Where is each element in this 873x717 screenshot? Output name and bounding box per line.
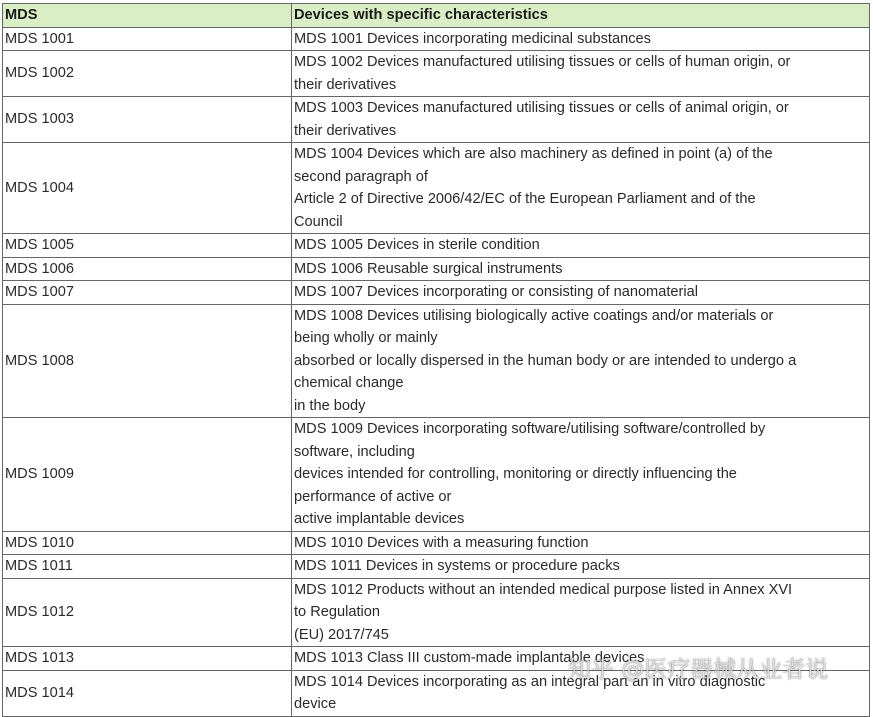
- description-line: MDS 1011 Devices in systems or procedure packs: [294, 558, 620, 574]
- description-line: in the body: [294, 397, 366, 414]
- description-line: Council: [294, 213, 343, 230]
- table-body: [3, 27, 870, 716]
- header-row: [3, 4, 870, 28]
- description-line: being wholly or mainly: [294, 330, 438, 346]
- device-description-cell: [292, 281, 870, 305]
- mds-code-cell: MDS 1006: [3, 257, 292, 281]
- device-description-cell: [292, 27, 870, 51]
- description-line: Article 2 of Directive 2006/42/EC of the European Parliament and of the: [294, 191, 756, 207]
- table-row: [3, 257, 870, 281]
- mds-code-cell: MDS 1008: [3, 304, 292, 418]
- description-line: MDS 1007 Devices incorporating or consisting of nanomaterial: [294, 284, 698, 300]
- table-row: [3, 97, 870, 143]
- mds-code-cell: MDS 1013: [3, 647, 292, 671]
- header-mds: MDS: [3, 4, 292, 28]
- table-row: [3, 234, 870, 258]
- description-line: their derivatives: [294, 122, 397, 139]
- device-description-cell: [292, 555, 870, 579]
- description-line: MDS 1006 Reusable surgical instruments: [294, 260, 563, 277]
- mds-code-cell: MDS 1007: [3, 281, 292, 305]
- description-line: their derivatives: [294, 76, 397, 93]
- description-line: active implantable devices: [294, 511, 465, 527]
- description-line: MDS 1008 Devices utilising biologically active coatings and/or materials or: [294, 307, 774, 324]
- table-row: [3, 304, 870, 418]
- description-line: chemical change: [294, 375, 404, 391]
- mds-code-cell: MDS 1004: [3, 143, 292, 234]
- description-line: MDS 1004 Devices which are also machinery as defined in point (a) of the: [294, 146, 773, 162]
- mds-table: [2, 3, 870, 717]
- mds-code-cell: MDS 1005: [3, 234, 292, 258]
- device-description-cell: [292, 670, 870, 716]
- table-row: [3, 281, 870, 305]
- description-line: second paragraph of: [294, 168, 428, 185]
- description-line: MDS 1005 Devices in sterile condition: [294, 237, 540, 253]
- table-header: [3, 4, 870, 28]
- watermark-text: 知乎 @医疗器械从业者说: [568, 657, 829, 683]
- device-description-cell: [292, 257, 870, 281]
- mds-code-cell: MDS 1001: [3, 27, 292, 51]
- table-row: [3, 578, 870, 647]
- table-row: [3, 555, 870, 579]
- device-description-cell: [292, 51, 870, 97]
- description-line: (EU) 2017/745: [294, 626, 389, 643]
- mds-code-cell: MDS 1009: [3, 418, 292, 532]
- table-row: [3, 143, 870, 234]
- table-row: [3, 51, 870, 97]
- description-line: MDS 1003 Devices manufactured utilising tissues or cells of animal origin, or: [294, 100, 789, 116]
- description-line: MDS 1002 Devices manufactured utilising tissues or cells of human origin, or: [294, 54, 791, 70]
- mds-code-cell: MDS 1003: [3, 97, 292, 143]
- mds-code-cell: MDS 1012: [3, 578, 292, 647]
- device-description-cell: [292, 304, 870, 418]
- device-description-cell: [292, 531, 870, 555]
- description-line: MDS 1014 Devices incorporating as an integral part an in vitro diagnostic: [294, 673, 766, 690]
- description-line: software, including: [294, 443, 415, 460]
- table-row: [3, 670, 870, 716]
- description-line: absorbed or locally dispersed in the human body or are intended to undergo a: [294, 352, 797, 369]
- description-line: MDS 1009 Devices incorporating software/utilising software/controlled by: [294, 421, 766, 437]
- description-line: device: [294, 696, 337, 712]
- device-description-cell: [292, 647, 870, 671]
- description-line: MDS 1013 Class III custom-made implantable devices: [294, 650, 645, 666]
- device-description-cell: [292, 143, 870, 234]
- description-line: MDS 1001 Devices incorporating medicinal substances: [294, 30, 651, 47]
- device-description-cell: [292, 418, 870, 532]
- mds-code-cell: MDS 1014: [3, 670, 292, 716]
- description-line: to Regulation: [294, 604, 381, 620]
- device-description-cell: [292, 234, 870, 258]
- table-row: [3, 418, 870, 532]
- description-line: performance of active or: [294, 488, 452, 505]
- mds-code-cell: MDS 1011: [3, 555, 292, 579]
- description-line: MDS 1010 Devices with a measuring function: [294, 534, 589, 551]
- table-row: [3, 647, 870, 671]
- header-devices: Devices with specific characteristics: [292, 4, 870, 28]
- mds-code-cell: MDS 1002: [3, 51, 292, 97]
- table-row: [3, 27, 870, 51]
- description-line: devices intended for controlling, monitoring or directly influencing the: [294, 466, 737, 482]
- mds-code-cell: MDS 1010: [3, 531, 292, 555]
- device-description-cell: [292, 578, 870, 647]
- table-row: [3, 531, 870, 555]
- description-line: MDS 1012 Products without an intended medical purpose listed in Annex XVI: [294, 581, 793, 598]
- device-description-cell: [292, 97, 870, 143]
